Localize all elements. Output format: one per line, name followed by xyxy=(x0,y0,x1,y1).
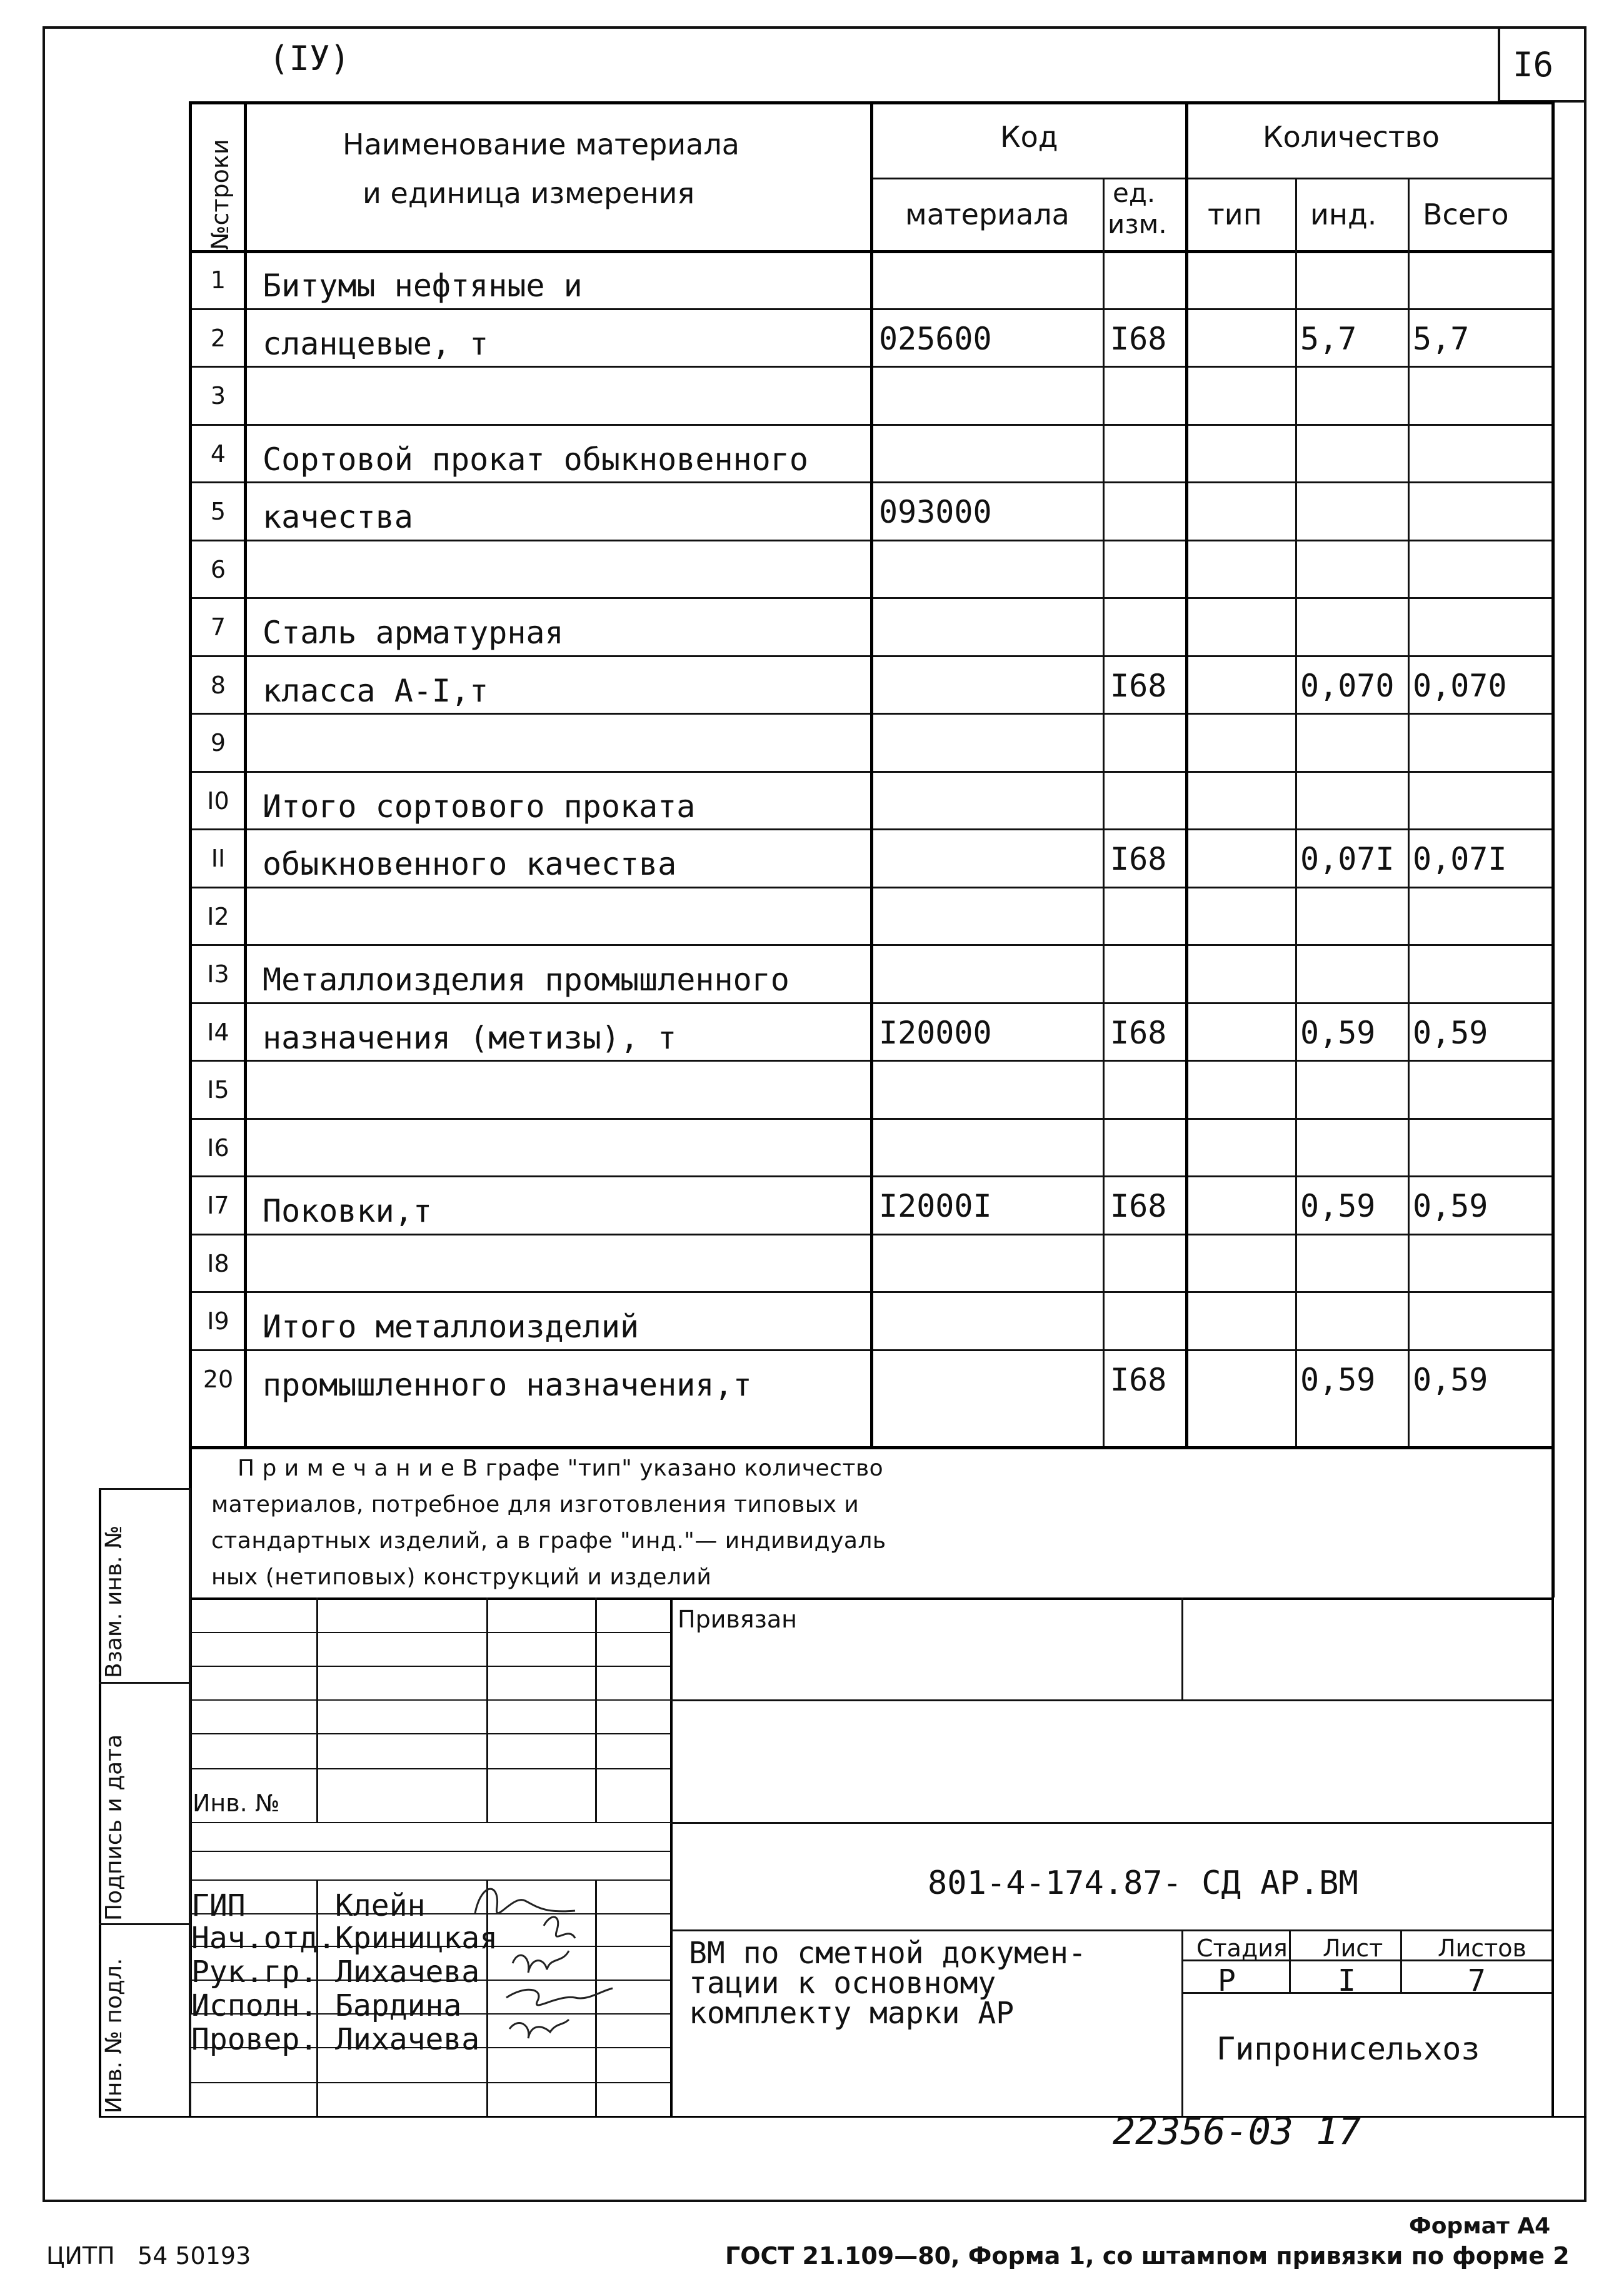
table-row xyxy=(0,1291,1624,1349)
header-code-material: материала xyxy=(905,198,1070,231)
row-name: Сортовой прокат обыкновенного xyxy=(263,441,808,478)
stamp-col-1-top xyxy=(316,1597,318,1822)
side-podpis-bottom xyxy=(99,1923,191,1925)
header-code-unit-1: ед. xyxy=(1113,178,1156,208)
table-row xyxy=(0,1118,1624,1176)
table-row xyxy=(0,771,1624,829)
row-number: 9 xyxy=(210,729,226,757)
stamp-sheets-label: Листов xyxy=(1438,1934,1526,1962)
stamp-role-1: ГИП xyxy=(191,1888,246,1923)
row-name: промышленного назначения,т xyxy=(263,1366,752,1403)
table-row xyxy=(0,1002,1624,1060)
header-name-line1: Наименование материала xyxy=(343,128,739,161)
stamp-name-3: Лихачева xyxy=(335,1954,480,1990)
row-number: I9 xyxy=(207,1307,229,1335)
page-number: I6 xyxy=(1513,45,1554,84)
stamp-inv-no: Инв. № xyxy=(193,1789,280,1817)
row-name: Металлоизделия промышленного xyxy=(263,962,789,998)
note-line2: материалов, потребное для изготовления типовых и xyxy=(211,1492,860,1517)
table-row xyxy=(0,887,1624,945)
table-row xyxy=(0,540,1624,598)
stamp-privyazan: Привязан xyxy=(678,1606,797,1633)
stamp-stage-sheet-split xyxy=(1289,1929,1291,1992)
row-name: обыкновенного качества xyxy=(263,846,677,882)
stamp-sheet-sheets-split xyxy=(1400,1929,1402,1992)
stamp-left-line xyxy=(189,1768,670,1769)
row-number: 4 xyxy=(210,440,226,468)
stamp-sheets: 7 xyxy=(1468,1963,1486,1998)
row-total: 5,7 xyxy=(1413,320,1470,357)
stamp-organization: Гипронисельхоз xyxy=(1216,2031,1480,2067)
table-row xyxy=(0,424,1624,482)
stamp-title-line2: тации к основному xyxy=(689,1966,996,2001)
row-ind: 0,070 xyxy=(1300,667,1395,704)
header-code-unit-2: изм. xyxy=(1108,209,1167,239)
row-ind: 0,59 xyxy=(1300,1361,1376,1398)
row-code: I20000 xyxy=(879,1014,992,1051)
table-row xyxy=(0,250,1624,308)
table-row xyxy=(0,597,1624,655)
row-number: I6 xyxy=(207,1134,229,1162)
row-number: 5 xyxy=(210,498,226,525)
stamp-title-line3: комплекту марки АР xyxy=(689,1996,1015,2031)
row-ind: 5,7 xyxy=(1300,320,1357,357)
side-label-podpis-data: Подпись и дата xyxy=(101,1734,127,1921)
row-name: Сталь арматурная xyxy=(263,615,564,651)
stamp-title-line1: ВМ по сметной докумен- xyxy=(689,1936,1086,1971)
row-number: I3 xyxy=(207,960,229,988)
table-row xyxy=(0,944,1624,1002)
row-unit: I68 xyxy=(1110,1014,1167,1051)
table-row xyxy=(0,366,1624,424)
header-name-line2: и единица измерения xyxy=(363,176,695,210)
table-row xyxy=(0,828,1624,887)
stamp-sheet-label: Лист xyxy=(1323,1934,1383,1962)
stamp-role-2: Нач.отд. xyxy=(191,1921,336,1956)
footer-format: Формат А4 xyxy=(1409,2213,1551,2239)
stamp-name-4: Бардина xyxy=(335,1988,462,2023)
row-number: 2 xyxy=(210,324,226,352)
row-number: I2 xyxy=(207,902,229,930)
header-qty-type: тип xyxy=(1208,198,1262,231)
stamp-name-5: Лихачева xyxy=(335,2022,480,2057)
row-number: I0 xyxy=(207,787,229,815)
table-row xyxy=(0,1234,1624,1292)
row-total: 0,07I xyxy=(1413,841,1507,877)
stamp-privyazan-split xyxy=(1181,1597,1183,1699)
row-unit: I68 xyxy=(1110,841,1167,877)
stamp-right-line xyxy=(1551,1597,1554,2116)
stamp-left-line xyxy=(189,1632,670,1633)
footer-handwritten-number: 22356-03 17 xyxy=(1113,2110,1361,2153)
row-name: Поковки,т xyxy=(263,1193,432,1229)
footer-gost: ГОСТ 21.109—80, Форма 1, со штампом привязки по форме 2 xyxy=(725,2242,1570,2270)
section-label: (IУ) xyxy=(269,39,351,78)
stamp-stage-label: Стадия xyxy=(1196,1934,1288,1962)
stamp-col-2-top xyxy=(486,1597,488,1822)
row-unit: I68 xyxy=(1110,667,1167,704)
stamp-stage-value-line xyxy=(1181,1992,1551,1994)
stamp-doc-code: 801-4-174.87- СД АР.ВМ xyxy=(928,1864,1358,1902)
header-quantity: Количество xyxy=(1263,120,1440,154)
stamp-left-line xyxy=(189,1822,670,1823)
row-number: 7 xyxy=(210,613,226,641)
row-number: I7 xyxy=(207,1192,229,1219)
row-unit: I68 xyxy=(1110,1188,1167,1224)
row-code: I2000I xyxy=(879,1188,992,1224)
row-name: назначения (метизы), т xyxy=(263,1019,677,1056)
table-row xyxy=(0,1175,1624,1234)
row-number: 1 xyxy=(210,266,226,294)
stamp-name-1: Клейн xyxy=(335,1888,426,1923)
row-ind: 0,59 xyxy=(1300,1014,1376,1051)
row-name: сланцевые, т xyxy=(263,325,489,362)
table-header-mid-line xyxy=(870,178,1551,179)
row-total: 0,59 xyxy=(1413,1361,1488,1398)
note-line4: ных (нетиповых) конструкций и изделий xyxy=(211,1564,712,1590)
stamp-code-top xyxy=(670,1822,1551,1824)
row-name: Итого металлоизделий xyxy=(263,1309,639,1345)
row-name: качества xyxy=(263,499,413,535)
row-name: класса А-I,т xyxy=(263,672,489,709)
note-bottom-line xyxy=(189,1597,1551,1600)
header-qty-total: Всего xyxy=(1423,198,1509,231)
row-ind: 0,07I xyxy=(1300,841,1395,877)
row-code: 025600 xyxy=(879,320,992,357)
stamp-left-line xyxy=(189,1851,670,1852)
row-number: I8 xyxy=(207,1249,229,1277)
table-row xyxy=(0,308,1624,366)
stamp-role-4: Исполн. xyxy=(191,1988,318,2023)
side-label-vzam-inv: Взам. инв. № xyxy=(101,1525,127,1678)
stamp-privyazan-bottom xyxy=(670,1699,1551,1701)
footer-left-code: ЦИТП 54 50193 xyxy=(46,2242,251,2270)
stamp-sheet: I xyxy=(1338,1963,1356,1998)
table-row xyxy=(0,1060,1624,1118)
header-row-number: №строки xyxy=(206,139,234,250)
row-number: 8 xyxy=(210,671,226,699)
stamp-role-5: Провер. xyxy=(191,2022,318,2057)
note-line1: П р и м е ч а н и е В графе "тип" указано количество xyxy=(238,1456,884,1481)
row-ind: 0,59 xyxy=(1300,1188,1376,1224)
note-line3: стандартных изделий, а в графе "инд."— индивидуаль xyxy=(211,1528,886,1554)
row-name: Битумы нефтяные и xyxy=(263,268,583,304)
row-number: I5 xyxy=(207,1076,229,1104)
stamp-col-3-top xyxy=(595,1597,597,1822)
row-unit: I68 xyxy=(1110,1361,1167,1398)
side-vzam-bottom xyxy=(99,1682,191,1684)
stamp-role-3: Рук.гр. xyxy=(191,1954,318,1990)
row-total: 0,070 xyxy=(1413,667,1507,704)
table-row xyxy=(0,481,1624,540)
table-row xyxy=(0,655,1624,713)
stamp-stage: Р xyxy=(1218,1963,1236,1998)
header-qty-ind: инд. xyxy=(1310,198,1377,231)
stamp-left-line xyxy=(189,1733,670,1734)
signatures-icon xyxy=(438,1869,688,2057)
row-total: 0,59 xyxy=(1413,1014,1488,1051)
side-top-line xyxy=(99,1488,191,1490)
row-number: I4 xyxy=(207,1018,229,1046)
table-row xyxy=(0,713,1624,771)
row-code: 093000 xyxy=(879,494,992,530)
stamp-left-line xyxy=(189,1666,670,1667)
row-number: 20 xyxy=(203,1365,234,1393)
row-name: Итого сортового проката xyxy=(263,788,696,825)
row-total: 0,59 xyxy=(1413,1188,1488,1224)
row-number: II xyxy=(211,845,226,872)
header-code: Код xyxy=(1000,120,1058,154)
table-row xyxy=(0,1349,1624,1407)
row-unit: I68 xyxy=(1110,320,1167,357)
stamp-name-2: Криницкая xyxy=(335,1921,498,1956)
stamp-left-line xyxy=(189,2082,670,2083)
stamp-bottom-line xyxy=(99,2116,1586,2118)
stamp-title-split xyxy=(1181,1929,1183,2116)
stamp-code-bottom xyxy=(670,1929,1551,1931)
table-bottom-line xyxy=(189,1446,1551,1449)
row-number: 6 xyxy=(210,555,226,583)
stamp-left-line xyxy=(189,1699,670,1701)
side-label-inv-podl: Инв. № подл. xyxy=(101,1958,127,2113)
row-number: 3 xyxy=(210,382,226,410)
